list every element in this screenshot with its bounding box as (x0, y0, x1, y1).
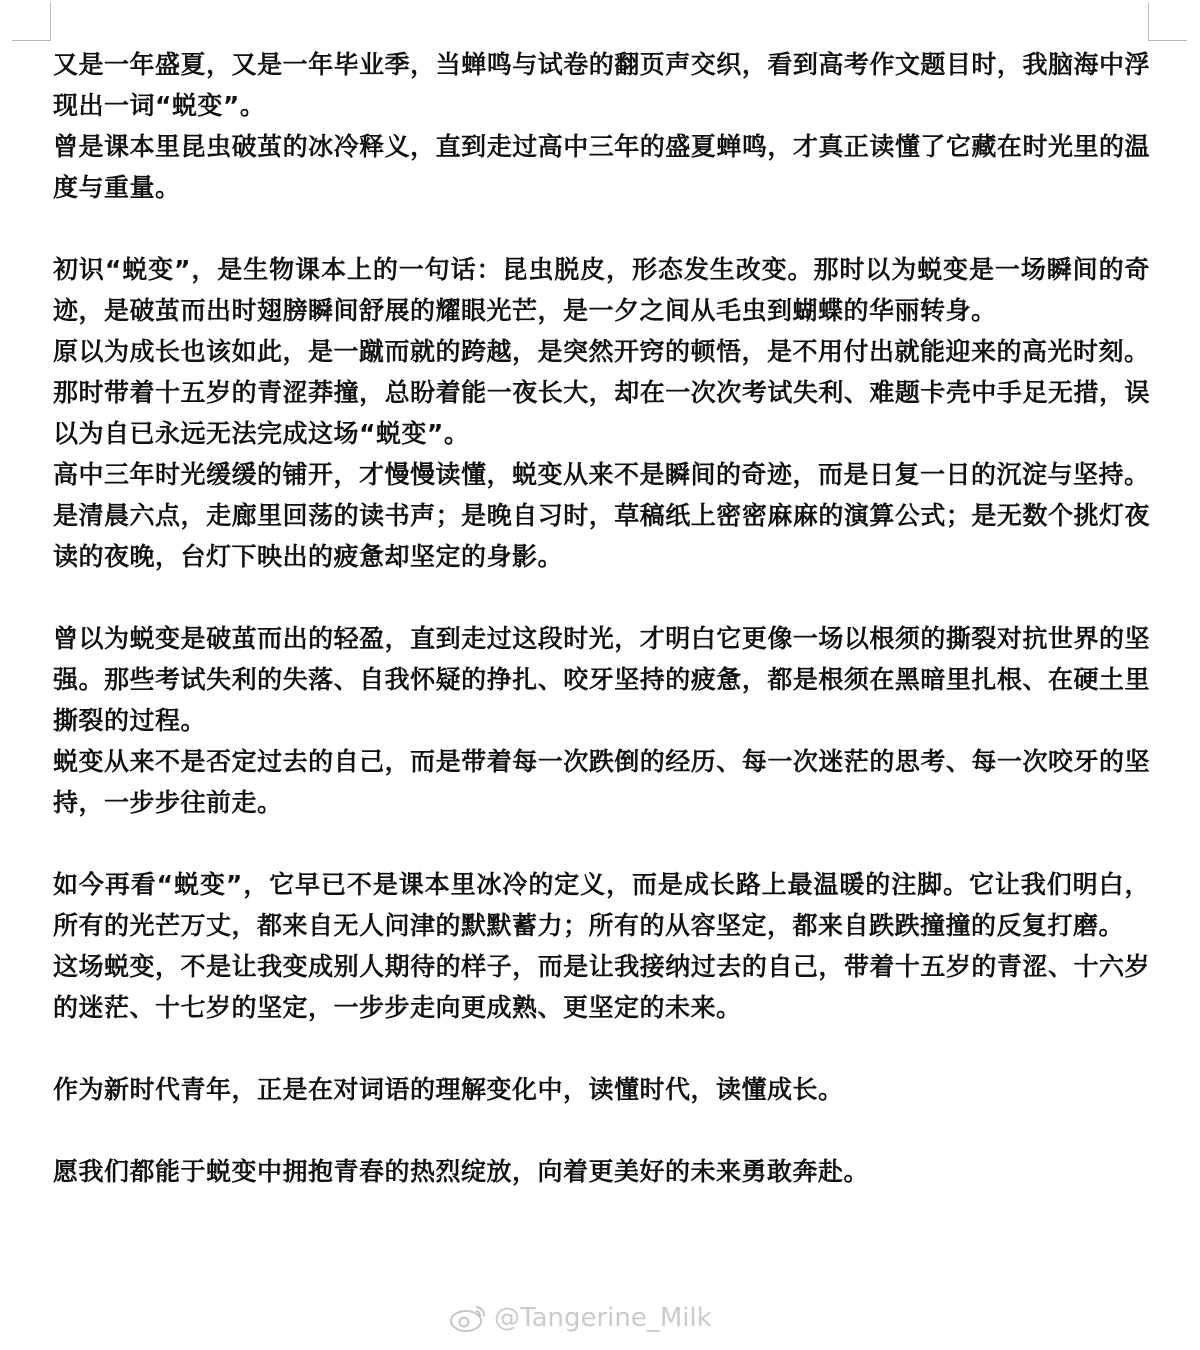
paragraph: 作为新时代青年，正是在对词语的理解变化中，读懂时代，读懂成长。 (53, 1075, 844, 1104)
blank-line (53, 1028, 1150, 1069)
document-body[interactable] (53, 44, 1150, 1192)
page-corner-mark-top-right (1148, 2, 1187, 41)
blank-line (53, 208, 1150, 249)
paragraph: 又是一年盛夏，又是一年毕业季，当蝉鸣与试卷的翻页声交织，看到高考作文题目时，我脑海中浮现出一词“蜕变”。 (53, 50, 1150, 120)
page-corner-mark-top-left (12, 2, 51, 41)
paragraph: 曾是课本里昆虫破茧的冰冷释义，直到走过高中三年的盛夏蝉鸣，才真正读懂了它藏在时光里的温度与重量。 (53, 132, 1150, 202)
paragraph: 是清晨六点，走廊里回荡的读书声；是晚自习时，草稿纸上密密麻麻的演算公式；是无数个挑灯夜读的夜晚，台灯下映出的疲惫却坚定的身影。 (53, 501, 1150, 571)
paragraph: 这场蜕变，不是让我变成别人期待的样子，而是让我接纳过去的自己，带着十五岁的青涩、十六岁的迷茫、十七岁的坚定，一步步走向更成熟、更坚定的未来。 (53, 952, 1150, 1022)
weibo-icon (448, 1303, 488, 1333)
paragraph: 愿我们都能于蜕变中拥抱青春的热烈绽放，向着更美好的未来勇敢奔赴。 (53, 1157, 870, 1186)
paragraph: 蜕变从来不是否定过去的自己，而是带着每一次跌倒的经历、每一次迷茫的思考、每一次咬牙的坚持，一步步往前走。 (53, 747, 1150, 817)
paragraph: 初识“蜕变”，是生物课本上的一句话：昆虫脱皮，形态发生改变。那时以为蜕变是一场瞬间的奇迹，是破茧而出时翅膀瞬间舒展的耀眼光芒，是一夕之间从毛虫到蝴蝶的华丽转身。 (53, 255, 1150, 325)
watermark-text: @Tangerine_Milk (494, 1303, 712, 1333)
blank-line (53, 1110, 1150, 1151)
paragraph: 曾以为蜕变是破茧而出的轻盈，直到走过这段时光，才明白它更像一场以根须的撕裂对抗世界的坚强。那些考试失利的失落、自我怀疑的挣扎、咬牙坚持的疲惫，都是根须在黑暗里扎根、在硬土里撕裂的过程。 (53, 624, 1150, 735)
paragraph: 那时带着十五岁的青涩莽撞，总盼着能一夜长大，却在一次次考试失利、难题卡壳中手足无措，误以为自已永远无法完成这场“蜕变”。 (53, 378, 1150, 448)
watermark (448, 1301, 712, 1335)
paragraph: 高中三年时光缓缓的铺开，才慢慢读懂，蜕变从来不是瞬间的奇迹，而是日复一日的沉淀与坚持。 (53, 460, 1150, 489)
paragraph: 原以为成长也该如此，是一蹴而就的跨越，是突然开窍的顿悟，是不用付出就能迎来的高光时刻。 (53, 337, 1150, 366)
blank-line (53, 823, 1150, 864)
paragraph: 如今再看“蜕变”，它早已不是课本里冰冷的定义，而是成长路上最温暖的注脚。它让我们明白，所有的光芒万丈，都来自无人问津的默默蓄力；所有的从容坚定，都来自跌跌撞撞的反复打磨。 (53, 870, 1150, 940)
blank-line (53, 577, 1150, 618)
